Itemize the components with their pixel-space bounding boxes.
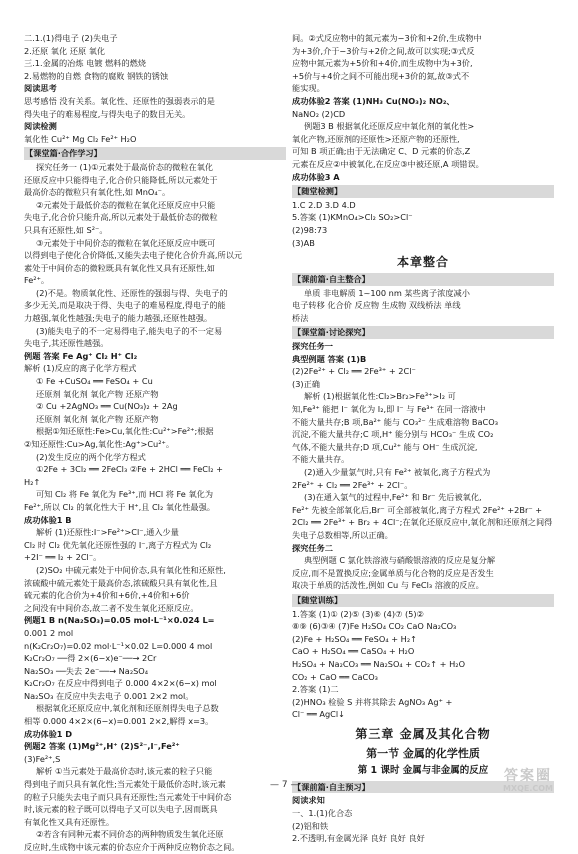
text-line: 单质 非电解质 1~100 nm 某些离子浓度减小	[304, 287, 470, 298]
text-line: 知,Fe³⁺ 能把 I⁻ 氧化为 I₂,即 I⁻ 与 Fe³⁺ 在同一溶液中	[292, 404, 486, 415]
text-line: ②元素处于最低价态的微粒在氧化还原反应中只能	[36, 199, 216, 210]
chapter-title: 第三章 金属及其化合物	[355, 726, 491, 741]
page-number: — 7 —	[270, 780, 300, 790]
text-line: 根据①知还原性:Fe>Cu,氧化性:Cu²⁺>Fe²⁺;根据	[36, 426, 214, 437]
watermark-logo	[486, 768, 570, 796]
text-line: NaNO₂ (2)CD	[292, 108, 346, 119]
subheading-line: 例题1 B n(Na₂SO₃)=0.05 mol·L⁻¹×0.024 L=	[24, 615, 215, 626]
text-line: (3)正确	[292, 378, 320, 389]
text-line: ①2Fe + 3Cl₂ ══ 2FeCl₃ ②Fe + 2HCl ══ FeCl₂ +	[36, 464, 224, 475]
subheading-line: 阅读检测	[24, 121, 57, 132]
text-line: 多少无关,而是取决于得、失电子的难易程度,得电子的能	[24, 300, 226, 311]
text-line: Na₂SO₃ 在反应中失去电子 0.001 2×2 mol。	[24, 690, 194, 701]
text-line: (2)发生反应的两个化学方程式	[36, 451, 146, 462]
text-line: ②知还原性:Cu>Ag,氧化性:Ag⁺>Cu²⁺。	[24, 439, 175, 449]
text-line: 一、1.(1)化合态	[292, 808, 353, 819]
text-line: 浓硫酸中硫元素处于最高价态,浓硫酸只具有氧化性,且	[24, 577, 218, 588]
text-line: 能实现。	[292, 83, 325, 94]
text-line: Fe²⁺ 先被全部氧化后,Br⁻ 可全部被氧化,离子方程式 2Fe²⁺ +2Br⁻ +	[292, 504, 543, 515]
text-line: 气体,不能大量共存;D 项,Cu²⁺ 能与 OH⁻ 生成沉淀,	[292, 441, 478, 452]
text-line: 得失电子的难易程度,与得失电子的数目无关。	[24, 108, 191, 119]
lesson-title: 第 1 课时 金属与非金属的反应	[357, 764, 489, 776]
text-line: 只具有还原性,如 S²⁻。	[24, 224, 108, 235]
text-line: (3)在通入氯气的过程中,Fe²⁺ 和 Br⁻ 先后被氧化,	[304, 492, 482, 503]
text-line: CaO + H₂SO₄ ══ CaSO₄ + H₂O	[292, 646, 415, 657]
text-line: (2)98:73	[292, 224, 328, 235]
subheading-line: 例题 答案 Fe Ag⁺ Cl₂ H⁺ Cl₂	[24, 350, 138, 361]
right-column-middle-block	[292, 273, 554, 721]
text-line: +2I⁻ ══ I₂ + 2Cl⁻。	[24, 552, 102, 563]
text-line: 氧化性 Cu²⁺ Mg Cl₂ Fe²⁺ H₂O	[24, 133, 137, 144]
subheading-line: 探究任务二	[292, 542, 333, 553]
text-line: 还原剂 氧化剂 氧化产物 还原产物	[36, 413, 159, 424]
subheading-line: 成功体验3 A	[292, 171, 340, 182]
subheading-line: 阅读求知	[292, 795, 325, 806]
text-line: 失电子,化合价只能升高,所以元素处于最低价态的微粒	[24, 212, 218, 223]
text-line: 应物中氮元素为+5价和+4价,而生成物中为+3价,	[292, 58, 473, 69]
subheading-line: 典型例题 答案 (1)B	[292, 353, 367, 364]
text-line: 1.C 2.D 3.D 4.D	[292, 199, 356, 210]
text-line: 可知 Cl₂ 将 Fe 氧化为 Fe³⁺,而 HCl 将 Fe 氧化为	[36, 489, 214, 500]
text-line: K₂Cr₂O₇ 在反应中得到电子 0.000 4×2×(6−x) mol	[24, 678, 217, 689]
section-header: 【课堂篇·合作学习】	[24, 147, 286, 160]
text-line: Cl₂ 时 Cl₂ 优先氧化还原性强的 I⁻,离子方程式为 Cl₂	[24, 539, 212, 550]
text-line: 0.001 2 mol	[24, 627, 74, 638]
text-line: CO₂ + CaO ══ CaCO₃	[292, 671, 378, 682]
text-line: 5.答案 (1)KMnO₄>Cl₂ SO₂>Cl⁻	[292, 212, 413, 223]
text-line: (2)通入少量氯气时,只有 Fe²⁺ 被氧化,离子方程式为	[304, 467, 491, 477]
text-line: 例题3 B 根据氧化还原反应中氧化剂的氧化性>	[304, 121, 475, 132]
text-line: 1.答案 (1)① (2)⑤ (3)⑥ (4)⑦ (5)②	[292, 608, 424, 619]
text-line: 最高价态的微粒只有氧化性,如 MnO₄⁻。	[24, 187, 171, 198]
text-line: H₂SO₄ + Na₂CO₃ ══ Na₂SO₄ + CO₂↑ + H₂O	[292, 658, 466, 669]
text-line: (2)SO₂ 中硫元素处于中间价态,具有氧化性和还原性,	[36, 564, 226, 575]
text-line: 力越强,氧化性越强;失电子的能力越强,还原性越强。	[24, 313, 213, 324]
text-line: 三.1.金属的冶炼 电镀 燃料的燃烧	[24, 58, 147, 69]
text-line: 相等 0.000 4×2×(6−x)=0.001 2×2,解得 x=3。	[24, 716, 214, 727]
text-line: 硫元素的化合价为+4价和+6价,+4价和+6价	[24, 590, 190, 601]
text-line: 氧化产物,还原剂的还原性>还原产物的还原性,	[292, 133, 460, 144]
text-line: K₂Cr₂O₇ ──得 2×(6−x)e⁻──→ 2Cr	[24, 653, 157, 664]
text-line: 2.还原 氧化 还原 氧化	[24, 45, 106, 56]
text-line: 取决于单质的活泼性,例如 Cu 与 FeCl₃ 溶液的反应。	[292, 580, 484, 591]
section-header: 【课前篇·自主整合】	[292, 273, 554, 286]
text-line: 解析 ①当元素处于最高价态时,该元素的粒子只能	[36, 766, 213, 777]
subheading-line: 成功体验1 B	[24, 514, 72, 525]
text-line: (2)不是。物质氧化性、还原性的强弱与得、失电子的	[36, 287, 228, 298]
text-line: 桥法	[292, 312, 309, 323]
text-line: (3)AB	[292, 237, 315, 248]
text-line: 电子转移 化合价 反应物 生成物 双线桥法 单线	[292, 300, 461, 311]
section-header: 【随堂训练】	[292, 594, 554, 607]
watermark-url: MXQE.COM	[502, 784, 554, 793]
text-line: 以得到电子使化合价降低,又能失去电子使化合价升高,所以元	[24, 250, 243, 261]
text-line: 还原剂 氧化剂 氧化产物 还原产物	[36, 388, 159, 399]
text-line: 探究任务一 (1)①元素处于最高价态的微粒在氧化	[36, 161, 214, 172]
text-line: 反应时,生成物中该元素的价态应介于两种反应物价态之间。	[24, 842, 240, 852]
text-line: 2.答案 (1)二	[292, 684, 339, 695]
subheading-line: 例题2 答案 (1)Mg²⁺,H⁺ (2)S²⁻,I⁻,Fe²⁺	[24, 741, 180, 752]
text-line: ⑧⑨ (6)③④ (7)Fe H₂SO₄ CO₂ CaO Na₂CO₃	[292, 621, 457, 632]
text-line: 不能大量共存;B 项,Ba²⁺ 能与 CO₃²⁻ 生成难溶物 BaCO₃	[292, 416, 498, 427]
text-line: 二.1.(1)得电子 (2)失电子	[24, 33, 118, 43]
text-line: ②若含有同种元素不同价态的两种物质发生氧化还原	[36, 829, 224, 840]
text-line: 反应,而不是置换反应;金属单质与化合物的反应是否发生	[292, 567, 494, 578]
section-header: 【课堂篇·讨论探究】	[292, 326, 554, 339]
subheading-line: 阅读思考	[24, 83, 57, 94]
right-column-top-block	[292, 32, 554, 249]
section-header: 【随堂检测】	[292, 185, 554, 198]
text-line: 解析 (1)根据氧化性:Cl₂>Br₂>Fe³⁺>I₂ 可	[304, 391, 456, 402]
subheading-line: 成功体验2 答案 (1)NH₃ Cu(NO₃)₂ NO₂、	[292, 95, 455, 106]
text-line: 元素在反应②中被氧化,在反应③中被还原,A 项错误。	[292, 158, 484, 169]
subheading-line: 探究任务一	[292, 341, 333, 352]
text-line: Na₂SO₃ ──失去 2e⁻──→ Na₂SO₄	[24, 665, 149, 676]
text-line: n(K₂Cr₂O₇)=0.02 mol·L⁻¹×0.02 L=0.000 4 mol	[24, 640, 213, 651]
text-line: 得到电子而只具有氧化性;当元素处于最低价态时,该元素	[24, 779, 226, 790]
text-line: 可知 B 项正确;由于无法确定 C、D 元素的价态,Z	[292, 146, 471, 157]
text-line: (2)2Fe²⁺ + Cl₂ ══ 2Fe³⁺ + 2Cl⁻	[292, 366, 416, 377]
text-line: 间。②式反应物中的氮元素为−3价和+2价,生成物中	[292, 33, 482, 43]
text-line: +5价与+4价之间不可能出现+3价的氮,故③式不	[292, 70, 470, 81]
text-line: 思考感悟 没有关系。氧化性、还原性的强弱表示的是	[24, 95, 215, 106]
chapter-integration-title: 本章整合	[396, 255, 449, 270]
text-line: 时,该元素的粒子既可以得电子又可以失电子,因而既具	[24, 804, 218, 815]
text-line: 失电子总数相等,所以正确。	[292, 529, 393, 540]
section-header: 【课前篇·自主预习】	[292, 781, 554, 794]
text-line: ③元素处于中间价态的微粒在氧化还原反应中既可	[36, 237, 216, 248]
text-line: 还原反应中只能得电子,化合价只能降低,所以元素处于	[24, 174, 218, 185]
text-line: 为+3价,介于−3价与+2价之间,故可以实现;③式反	[292, 45, 475, 56]
text-line: 失电子,其还原性越强。	[24, 338, 109, 349]
text-line: 沉淀,不能大量共存;C 项,H⁺ 能分别与 HCO₃⁻ 生成 CO₂	[292, 429, 494, 440]
text-line: 典型例题 C 氯化铁溶液与硝酸银溶液的反应是复分解	[304, 555, 496, 566]
text-line: 素处于中间价态的微粒既具有氧化性又具有还原性,如	[24, 262, 215, 273]
text-line: 的粒子只能失去电子而只具有还原性;当元素处于中间价态	[24, 791, 232, 802]
text-line: H₂↑	[24, 476, 41, 487]
text-line: (3)Fe²⁺,S	[24, 753, 61, 764]
text-line: 根据氧化还原反应中,氧化剂和还原剂得失电子总数	[36, 703, 219, 714]
text-line: 2Cl₂ ══ 2Fe³⁺ + Br₂ + 4Cl⁻;在氧化还原反应中,氧化剂和还原剂之间得	[292, 517, 553, 528]
text-line: 不能大量共存。	[292, 454, 350, 465]
text-line: 解析 (1)还原性:I⁻>Fe²⁺>Cl⁻,通入少量	[36, 527, 179, 538]
right-column	[292, 32, 554, 845]
section-title: 第一节 金属的化学性质	[366, 746, 480, 760]
text-line: Fe²⁺。	[24, 275, 50, 286]
text-line: (2)Fe + H₂SO₄ ══ FeSO₄ + H₂↑	[292, 633, 417, 644]
subheading-line: 成功体验1 D	[24, 728, 73, 739]
watermark-text: 答案圈	[504, 768, 552, 784]
text-line: (2)HNO₃ 检验 S 并将其除去 AgNO₃ Ag⁺ +	[292, 696, 453, 707]
text-line: 2.易燃物的自燃 食物的腐败 钢铁的锈蚀	[24, 70, 169, 81]
text-line: ① Fe +CuSO₄ ══ FeSO₄ + Cu	[36, 376, 153, 387]
text-line: Fe²⁺,所以 Cl₂ 的氧化性大于 H⁺,且 Cl₂ 氧化性最强。	[24, 501, 215, 512]
text-line: 解析 (1)反应的离子化学方程式	[24, 363, 137, 374]
left-column	[24, 32, 286, 854]
text-line: 有氧化性又具有还原性。	[24, 816, 115, 827]
text-line: 2Fe²⁺ + Cl₂ ══ 2Fe³⁺ + 2Cl⁻。	[292, 479, 413, 490]
text-line: ② Cu +2AgNO₃ ══ Cu(NO₃)₂ + 2Ag	[36, 401, 178, 412]
text-line: Cl⁻ ══ AgCl↓	[292, 709, 346, 720]
text-line: (3)能失电子的不一定易得电子,能失电子的不一定易	[36, 325, 223, 336]
text-line: 之间没有中间价态,故二者不发生氧化还原反应。	[24, 602, 199, 613]
text-line: 2.不透明,有金属光泽 良好 良好 良好	[292, 833, 425, 844]
text-line: (2)铝和铁	[292, 820, 329, 831]
